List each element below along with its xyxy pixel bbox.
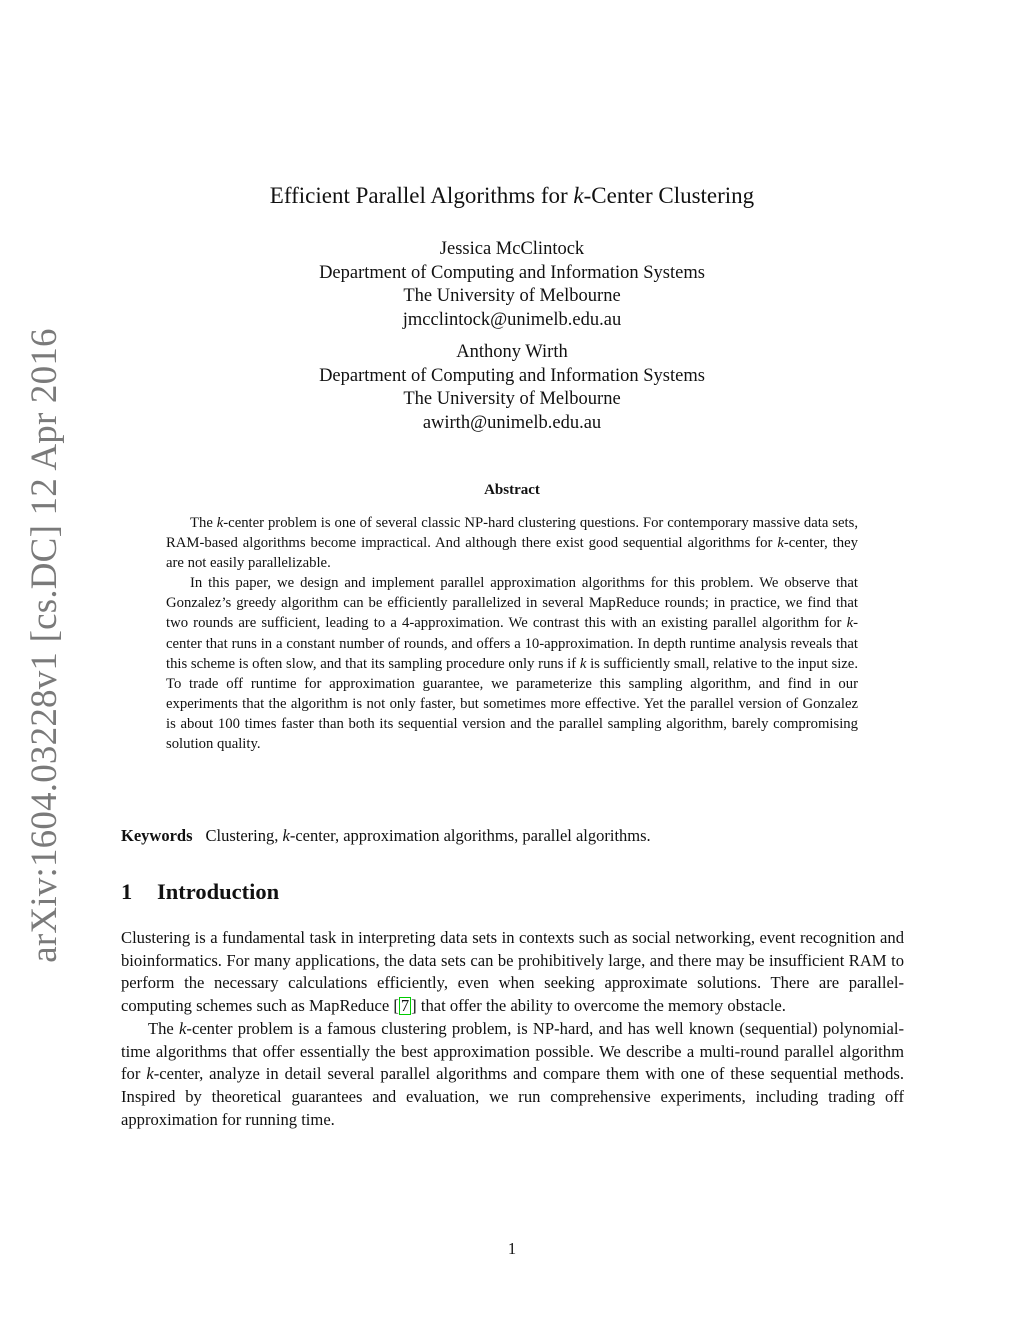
paper-title: Efficient Parallel Algorithms for k-Center Clustering <box>269 183 755 208</box>
author-block-1 <box>0 238 1024 332</box>
abstract-paragraph-1: The k-center problem is one of several classic NP-hard clustering questions. For contemporary massive data sets, RAM-based algorithms become impractical. And although there exist good sequential algorithms for k-center, they are not easily parallelizable. <box>166 515 858 572</box>
section-heading-introduction <box>121 879 279 905</box>
intro-paragraph-2: The k-center problem is a famous clustering problem, is NP-hard, and has well known (sequential) polynomial-time algorithms that offer essentially the best approximation possible. We describe a multi-round parallel algorithm for k-center, analyze in detail several parallel algorithms and compare them with one of these sequential methods. Inspired by theoretical guarantees and evaluation, we run comprehensive experiments, including trading off approximation for running time. <box>121 1018 904 1129</box>
author-department: Department of Computing and Information Systems <box>319 262 705 283</box>
author-name: Jessica McClintock <box>439 239 585 259</box>
author-name: Anthony Wirth <box>456 342 568 362</box>
author-university: The University of Melbourne <box>403 286 621 306</box>
arxiv-identifier-stamp <box>22 327 66 963</box>
section-title: Introduction <box>157 879 280 904</box>
author-email: awirth@unimelb.edu.au <box>422 412 602 433</box>
page-number: 1 <box>507 1239 517 1258</box>
section-number: 1 <box>121 879 133 904</box>
keywords-label: Keywords <box>121 826 193 845</box>
keywords-line: Keywords Clustering, k-center, approximation algorithms, parallel algorithms. <box>121 826 651 845</box>
intro-paragraph-1: Clustering is a fundamental task in interpreting data sets in contexts such as social networking, event recognition and bioinformatics. For many applications, the data sets can be prohibitively large, and there may be insufficient RAM to perform the necessary calculations efficiently, even when seeking approximate solutions. There are parallel-computing schemes such as MapReduce [ 7 ] that offer the ability to overcome the memory obstacle. <box>121 928 904 1016</box>
author-university: The University of Melbourne <box>403 389 621 409</box>
author-department: Department of Computing and Information Systems <box>319 365 705 386</box>
citation-link-7[interactable]: 7 <box>400 996 410 1016</box>
abstract-heading: Abstract <box>484 482 540 498</box>
arxiv-identifier-text: arXiv:1604.03228v1 [cs.DC] 12 Apr 2016 <box>23 327 65 963</box>
abstract-paragraph-2: In this paper, we design and implement parallel approximation algorithms for this problem. We observe that Gonzalez’s greedy algorithm can be efficiently parallelized in several MapReduce rounds; in practice, we find that two rounds are sufficient, leading to a 4-approximation. We contrast this with an existing parallel algorithm for k-center that runs in a constant number of rounds, and offers a 10-approximation. In depth runtime analysis reveals that this scheme is often slow, and that its sampling procedure only runs if k is sufficiently small, relative to the input size. To trade off runtime for approximation guarantee, we parameterize this sampling algorithm, and find in our experiments that the algorithm is not only faster, but sometimes more effective. Yet the parallel version of Gonzalez is about 100 times faster than both its sequential version and the parallel sampling algorithm, barely compromising solution quality. <box>166 575 858 753</box>
author-email: jmcclintock@unimelb.edu.au <box>402 309 622 330</box>
author-block-2 <box>0 341 1024 435</box>
abstract-body <box>166 513 858 754</box>
introduction-body <box>121 927 904 1131</box>
